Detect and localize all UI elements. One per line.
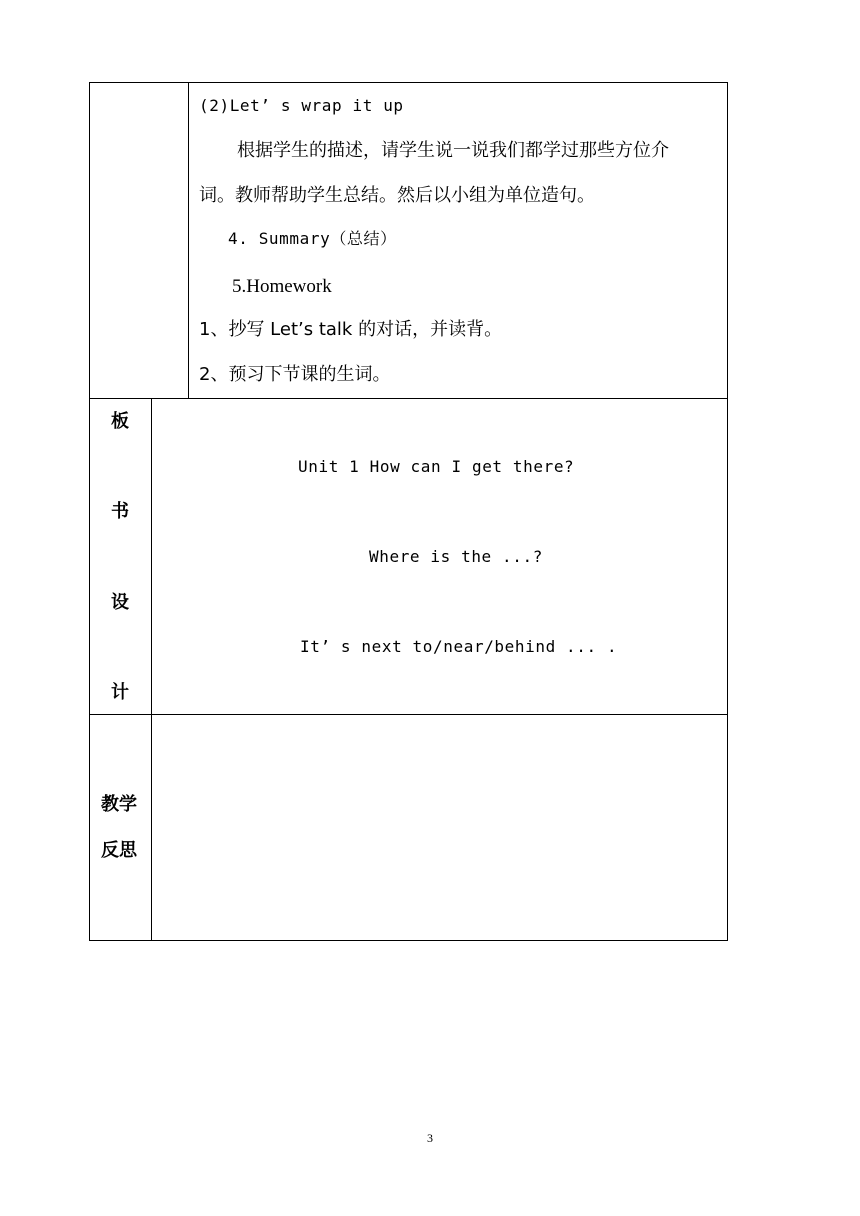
board-line-question: Where is the ...? [369,547,543,566]
row-divider-reflection [89,714,728,715]
homework-title: 5.Homework [232,276,332,297]
summary-step: 4. Summary（总结） [228,229,397,248]
label-column-divider [151,398,152,941]
steps-column-divider [188,82,189,399]
board-design-label-char: 设 [111,592,129,613]
table-right-border [727,82,728,941]
table-left-border [89,82,90,941]
board-design-label-char: 板 [111,411,129,432]
reflection-label-line1: 教学 [101,794,137,815]
homework-item: 1、抄写 Let’s talk 的对话，并读背。 [199,319,503,340]
page-number: 3 [427,1131,433,1145]
row-divider-board [89,398,728,399]
table-bottom-border [89,940,728,941]
wrap-up-paragraph-line1: 根据学生的描述，请学生说一说我们都学过那些方位介 [237,140,669,161]
homework-item: 2、预习下节课的生词。 [199,364,391,385]
table-top-border [89,82,728,83]
board-line-unit-title: Unit 1 How can I get there? [298,457,575,476]
wrap-up-title: (2)Let’ s wrap it up [199,96,404,115]
board-design-label-char: 书 [111,501,129,522]
board-design-label-char: 计 [111,682,129,703]
board-line-answer: It’ s next to/near/behind ... . [300,637,618,656]
wrap-up-paragraph-line2: 词。教师帮助学生总结。然后以小组为单位造句。 [199,185,595,206]
reflection-label-line2: 反思 [101,840,137,861]
